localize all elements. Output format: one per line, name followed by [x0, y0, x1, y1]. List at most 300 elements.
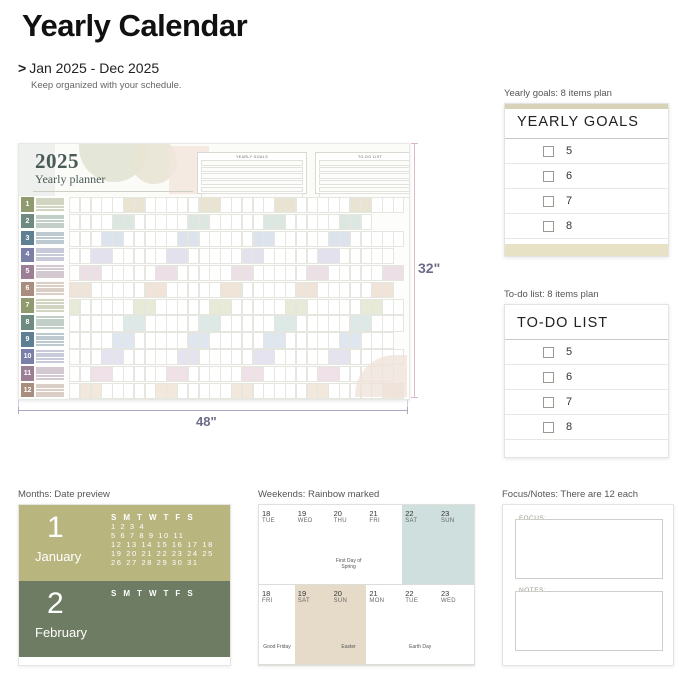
poster-month-number: 1	[21, 197, 34, 212]
poster-day-cell	[123, 197, 134, 213]
poster-month-minicalendar	[36, 350, 66, 364]
poster-day-cell	[123, 231, 134, 247]
poster-day-cell	[274, 299, 285, 315]
poster-month-minicalendar	[36, 383, 66, 397]
goal-item-row[interactable]	[505, 189, 668, 214]
poster-day-cell	[307, 265, 318, 281]
poster-day-cell	[188, 349, 199, 365]
week-row: 12 13 14 15 16 17 18	[111, 540, 214, 549]
poster-day-cell	[155, 315, 166, 331]
poster-day-cell	[263, 366, 274, 382]
focus-box[interactable]	[515, 519, 663, 579]
day-number: 22	[405, 509, 414, 518]
poster-day-cell	[393, 299, 404, 315]
day-of-week: THU	[333, 518, 347, 524]
poster-day-cell	[339, 214, 350, 230]
checkbox[interactable]	[543, 372, 554, 383]
poster-day-cell	[155, 282, 166, 298]
poster-day-cell	[69, 214, 80, 230]
poster-day-cell	[177, 332, 188, 348]
poster-day-cell	[371, 265, 382, 281]
poster-day-cell	[317, 349, 328, 365]
poster-day-cell	[209, 366, 220, 382]
poster-day-cell	[209, 349, 220, 365]
poster-day-cell	[253, 231, 264, 247]
poster-day-cell	[134, 349, 145, 365]
poster-day-cell	[166, 366, 177, 382]
poster-day-cell	[253, 214, 264, 230]
day-of-week: SAT	[297, 598, 310, 604]
poster-day-cell	[177, 248, 188, 264]
date-range	[18, 60, 159, 76]
poster-minibox-title: TO-DO LIST	[357, 155, 383, 159]
month-day-grid	[111, 589, 226, 598]
poster-minibox	[197, 152, 307, 194]
poster-day-cell	[231, 315, 242, 331]
checkbox[interactable]	[543, 397, 554, 408]
poster-day-cell	[253, 332, 264, 348]
day-number: 22	[405, 589, 414, 598]
poster-day-cell	[155, 197, 166, 213]
day-number: 19	[297, 589, 307, 598]
poster-day-cell	[101, 282, 112, 298]
poster-day-cell	[296, 214, 307, 230]
poster-month-minicalendar	[36, 214, 66, 228]
poster-day-cell	[80, 214, 91, 230]
poster-day-cell	[101, 248, 112, 264]
poster-day-cell	[317, 214, 328, 230]
poster-month-number: 3	[21, 231, 34, 246]
goal-item-row[interactable]	[505, 164, 668, 189]
poster-day-cell	[253, 299, 264, 315]
poster-day-cell	[134, 383, 145, 399]
poster-day-cell	[91, 299, 102, 315]
poster-month-number: 2	[21, 214, 34, 229]
poster-day-cell	[317, 231, 328, 247]
poster-day-cell	[199, 366, 210, 382]
poster-day-cell	[91, 282, 102, 298]
todo-item-row[interactable]	[505, 390, 668, 415]
todo-item-row[interactable]	[505, 365, 668, 390]
poster-day-cell	[285, 315, 296, 331]
poster-day-cell	[199, 332, 210, 348]
poster-day-cell	[80, 366, 91, 382]
poster-day-cell	[220, 315, 231, 331]
poster-day-cell	[371, 231, 382, 247]
poster-day-cell	[134, 214, 145, 230]
poster-minibox-row	[201, 167, 303, 172]
todo-items-list	[505, 340, 668, 440]
poster-day-cell	[296, 248, 307, 264]
poster-month-row	[19, 281, 409, 298]
poster-day-cell	[231, 299, 242, 315]
poster-day-cell	[145, 315, 156, 331]
poster-day-cell	[371, 248, 382, 264]
poster-day-cell	[69, 197, 80, 213]
poster-day-cell	[339, 299, 350, 315]
poster-month-row	[19, 348, 409, 365]
poster-month-row	[19, 314, 409, 331]
poster-day-cell	[242, 383, 253, 399]
yearly-goals-card	[504, 103, 669, 257]
poster-minibox-row	[319, 180, 410, 185]
poster-day-cell	[393, 197, 404, 213]
poster-day-cell	[166, 197, 177, 213]
poster-day-cell	[350, 349, 361, 365]
weekend-preview-day	[331, 585, 368, 664]
poster-day-cell	[220, 383, 231, 399]
poster-day-cell	[177, 383, 188, 399]
goal-item-row[interactable]	[505, 214, 668, 239]
poster-day-cell	[155, 366, 166, 382]
poster-day-cell	[263, 299, 274, 315]
poster-day-cell	[123, 214, 134, 230]
poster-day-cell	[361, 214, 372, 230]
holiday-note: First Day of Spring	[335, 558, 362, 570]
checkbox[interactable]	[543, 196, 554, 207]
goal-item-row[interactable]	[505, 139, 668, 164]
poster-day-cell	[253, 197, 264, 213]
poster-day-cell	[123, 248, 134, 264]
day-of-week: FRI	[262, 598, 273, 604]
poster-month-minicalendar	[36, 299, 66, 313]
poster-day-cell	[285, 383, 296, 399]
poster-month-grid	[19, 196, 409, 399]
poster-day-cell	[307, 248, 318, 264]
poster-day-cell	[166, 315, 177, 331]
dimension-line-vertical	[414, 143, 415, 398]
poster-day-cell	[155, 383, 166, 399]
poster-month-minicalendar	[36, 316, 66, 330]
poster-day-cell	[188, 265, 199, 281]
weekday-header: S M T W T F S	[111, 513, 196, 522]
poster-day-cell	[339, 265, 350, 281]
month-preview-block	[19, 581, 230, 657]
poster-day-cell	[199, 299, 210, 315]
poster-day-cell	[242, 332, 253, 348]
day-number: 19	[297, 509, 307, 518]
poster-day-cell	[155, 299, 166, 315]
poster-day-cell	[328, 299, 339, 315]
poster-day-cell	[188, 366, 199, 382]
poster-day-cell	[91, 214, 102, 230]
poster-day-cell	[307, 282, 318, 298]
day-of-week: MON	[369, 598, 385, 604]
poster-day-cell	[285, 366, 296, 382]
poster-month-minicalendar	[36, 282, 66, 296]
weekday-header: S M T W T F S	[111, 589, 196, 598]
day-of-week: SUN	[441, 518, 455, 524]
holiday-note: Good Friday	[263, 644, 291, 650]
weekend-preview-row	[259, 585, 474, 665]
todo-list-card	[504, 304, 669, 458]
poster-day-cell	[199, 315, 210, 331]
poster-day-cell	[134, 315, 145, 331]
weekends-preview-card	[258, 504, 475, 666]
goals-caption: Yearly goals: 8 items plan	[504, 88, 612, 99]
poster-day-cell	[382, 299, 393, 315]
poster-day-cell	[253, 315, 264, 331]
todo-caption: To-do list: 8 items plan	[504, 289, 599, 300]
poster-day-cell	[80, 248, 91, 264]
poster-day-cell	[350, 299, 361, 315]
poster-day-cell	[220, 349, 231, 365]
poster-day-cell	[177, 231, 188, 247]
poster-day-cell	[199, 282, 210, 298]
poster-day-cell	[263, 349, 274, 365]
holiday-note: Easter	[341, 644, 356, 650]
poster-day-cell	[231, 282, 242, 298]
poster-day-cell	[328, 248, 339, 264]
poster-day-cell	[307, 231, 318, 247]
poster-day-cell	[231, 197, 242, 213]
poster-day-cell	[166, 332, 177, 348]
poster-day-cell	[177, 197, 188, 213]
poster-day-cell	[123, 282, 134, 298]
poster-day-cell	[328, 383, 339, 399]
poster-day-cell	[101, 315, 112, 331]
poster-day-cell	[253, 282, 264, 298]
poster-day-cell	[220, 332, 231, 348]
day-of-week: SUN	[333, 598, 348, 604]
poster-month-minicalendar	[36, 248, 66, 262]
poster-day-cell	[80, 282, 91, 298]
poster-month-row	[19, 213, 409, 230]
weekend-preview-day	[295, 585, 332, 664]
poster-day-cell	[328, 231, 339, 247]
poster-day-cell	[80, 349, 91, 365]
poster-day-cell	[134, 282, 145, 298]
poster-day-cell	[361, 299, 372, 315]
poster-day-cell	[350, 332, 361, 348]
poster-day-cell	[285, 248, 296, 264]
poster-day-cell	[296, 349, 307, 365]
poster-day-cell	[361, 332, 372, 348]
poster-day-cell	[220, 366, 231, 382]
poster-day-cell	[123, 299, 134, 315]
months-caption: Months: Date preview	[18, 489, 110, 500]
holiday-note: Earth Day	[409, 644, 432, 650]
checkbox[interactable]	[543, 171, 554, 182]
goal-item-number: 7	[566, 195, 573, 207]
poster-day-cell	[166, 282, 177, 298]
day-of-week: SAT	[405, 518, 418, 524]
checkbox[interactable]	[543, 221, 554, 232]
poster-day-cell	[339, 349, 350, 365]
todo-item-row[interactable]	[505, 415, 668, 440]
poster-month-row	[19, 196, 409, 213]
poster-day-cell	[177, 214, 188, 230]
poster-month-number: 6	[21, 282, 34, 297]
checkbox[interactable]	[543, 146, 554, 157]
poster-day-cell	[166, 231, 177, 247]
poster-day-cell	[166, 214, 177, 230]
poster-day-cell	[177, 366, 188, 382]
week-row: 26 27 28 29 30 31	[111, 558, 199, 567]
poster-day-cell	[80, 383, 91, 399]
poster-day-cell	[145, 349, 156, 365]
poster-day-cell	[242, 315, 253, 331]
months-preview-card	[18, 504, 231, 666]
poster-day-cell	[296, 265, 307, 281]
poster-day-cell	[274, 265, 285, 281]
poster-day-cell	[112, 265, 123, 281]
poster-day-cell	[220, 214, 231, 230]
weekend-preview-day	[438, 585, 475, 664]
poster-day-cell	[91, 231, 102, 247]
poster-day-cell	[209, 197, 220, 213]
poster-day-cell	[296, 315, 307, 331]
poster-month-minicalendar	[36, 231, 66, 245]
todo-item-number: 8	[566, 421, 573, 433]
weekend-preview-day	[366, 585, 403, 664]
poster-day-cell	[296, 231, 307, 247]
poster-day-cell	[101, 231, 112, 247]
poster-day-cell	[307, 315, 318, 331]
poster-day-cell	[209, 265, 220, 281]
poster-day-cell	[285, 265, 296, 281]
poster-day-cell	[253, 349, 264, 365]
poster-day-cell	[145, 265, 156, 281]
dimension-height-label: 32"	[418, 260, 441, 276]
poster-day-cell	[393, 315, 404, 331]
chevron-right-icon: >	[18, 60, 27, 76]
goal-item-number: 8	[566, 220, 573, 232]
poster-day-cell	[112, 383, 123, 399]
poster-day-cell	[134, 299, 145, 315]
poster-day-cell	[263, 332, 274, 348]
poster-day-cell	[274, 366, 285, 382]
checkbox[interactable]	[543, 347, 554, 358]
poster-day-cell	[69, 231, 80, 247]
notes-box[interactable]	[515, 591, 663, 651]
poster-day-cell	[112, 231, 123, 247]
poster-day-cell	[101, 197, 112, 213]
day-number: 18	[262, 509, 271, 518]
poster-day-cell	[145, 383, 156, 399]
yearly-goals-list	[505, 139, 668, 239]
poster-day-cell	[112, 197, 123, 213]
poster-day-cell	[101, 349, 112, 365]
poster-day-cell	[199, 231, 210, 247]
poster-day-cell	[69, 383, 80, 399]
poster-month-row	[19, 365, 409, 382]
poster-day-cell	[242, 214, 253, 230]
poster-day-cell	[231, 366, 242, 382]
poster-month-number: 10	[21, 349, 34, 364]
poster-day-cell	[199, 349, 210, 365]
poster-day-cell	[242, 265, 253, 281]
poster-day-cell	[231, 383, 242, 399]
poster-day-cell	[188, 282, 199, 298]
poster-day-cell	[177, 282, 188, 298]
poster-day-cell	[209, 248, 220, 264]
poster-day-cell	[371, 282, 382, 298]
poster-day-cell	[188, 299, 199, 315]
poster-day-cell	[317, 282, 328, 298]
poster-day-cell	[112, 282, 123, 298]
poster-day-cell	[80, 265, 91, 281]
poster-day-cell	[371, 315, 382, 331]
poster-day-cell	[242, 366, 253, 382]
poster-day-cell	[177, 349, 188, 365]
day-number: 18	[262, 589, 271, 598]
week-row: 1 2 3 4	[111, 522, 146, 531]
poster-day-cell	[91, 197, 102, 213]
poster-day-cell	[307, 299, 318, 315]
poster-day-cell	[274, 315, 285, 331]
poster-day-cell	[339, 231, 350, 247]
weekend-preview-row	[259, 505, 474, 585]
month-day-grid	[111, 513, 226, 567]
poster-minibox-row	[319, 173, 410, 178]
poster-day-cell	[263, 282, 274, 298]
poster-year: 2025	[35, 149, 79, 173]
poster-day-cell	[371, 299, 382, 315]
poster-day-cell	[188, 332, 199, 348]
poster-day-cell	[231, 349, 242, 365]
month-name: February	[35, 625, 88, 640]
goal-item-number: 5	[566, 145, 573, 157]
poster-day-cell	[112, 332, 123, 348]
poster-day-cell	[209, 231, 220, 247]
poster-day-cell	[317, 332, 328, 348]
poster-day-cell	[80, 231, 91, 247]
poster-minibox-row	[319, 160, 410, 165]
poster-day-cell	[134, 231, 145, 247]
poster-minibox-row	[319, 167, 410, 172]
poster-day-cell	[328, 332, 339, 348]
todo-item-row[interactable]	[505, 340, 668, 365]
poster-day-cell	[253, 265, 264, 281]
poster-day-cell	[220, 265, 231, 281]
poster-header	[19, 144, 409, 196]
month-name: January	[35, 549, 82, 564]
poster-day-cell	[91, 349, 102, 365]
poster-day-cell	[328, 366, 339, 382]
poster-day-cell	[80, 332, 91, 348]
weekend-preview-day	[402, 585, 439, 664]
day-number: 20	[333, 589, 342, 598]
poster-day-cell	[317, 265, 328, 281]
poster-day-cell	[112, 315, 123, 331]
poster-day-cell	[253, 383, 264, 399]
poster-preview	[18, 143, 410, 400]
poster-day-cell	[145, 299, 156, 315]
poster-day-cell	[220, 197, 231, 213]
poster-day-cell	[296, 197, 307, 213]
checkbox[interactable]	[543, 422, 554, 433]
day-of-week: WED	[297, 518, 313, 524]
poster-day-cell	[69, 248, 80, 264]
poster-day-cell	[123, 315, 134, 331]
poster-day-cell	[231, 265, 242, 281]
poster-day-cell	[307, 214, 318, 230]
poster-month-row	[19, 247, 409, 264]
poster-day-cell	[328, 282, 339, 298]
poster-day-cell	[101, 383, 112, 399]
poster-day-cell	[123, 383, 134, 399]
poster-day-cell	[361, 315, 372, 331]
poster-month-number: 8	[21, 315, 34, 330]
goal-item-number: 6	[566, 170, 573, 182]
poster-day-cell	[307, 332, 318, 348]
poster-day-cell	[112, 214, 123, 230]
day-number: 21	[369, 509, 378, 518]
poster-day-cell	[361, 197, 372, 213]
poster-day-cell	[123, 332, 134, 348]
weekends-caption: Weekends: Rainbow marked	[258, 489, 380, 500]
